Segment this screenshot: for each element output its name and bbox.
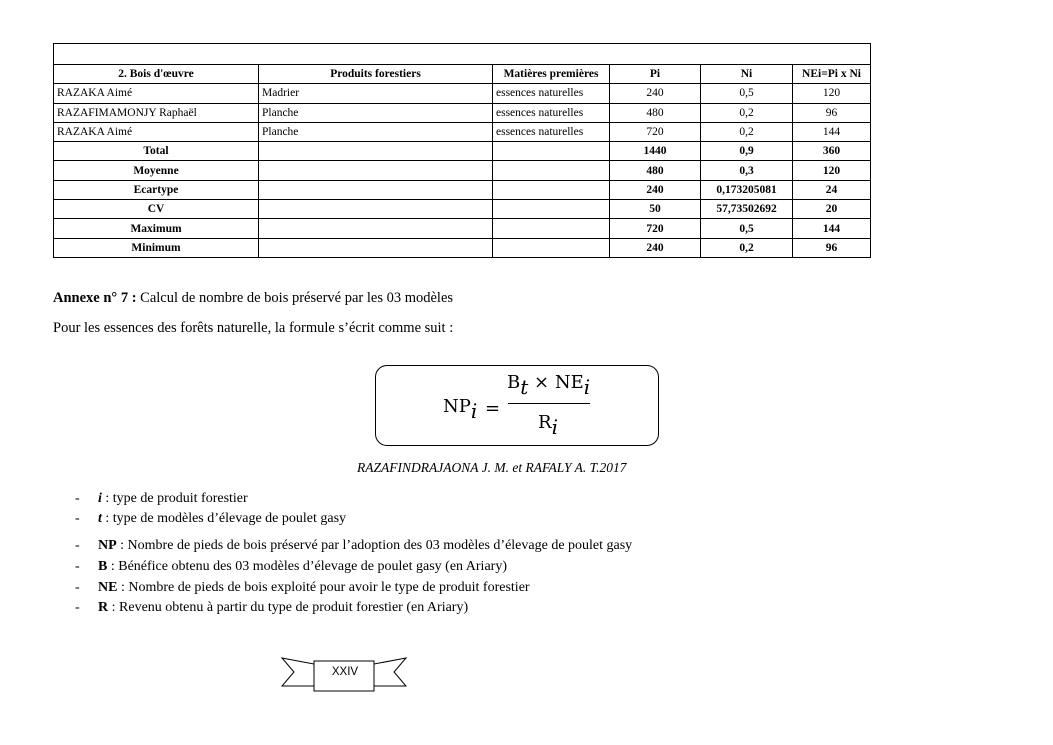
header-cell: Produits forestiers	[259, 65, 493, 84]
formula-r-sub: i	[551, 415, 558, 439]
fraction-line	[508, 403, 590, 404]
stat-cell: 1440	[610, 142, 701, 161]
formula-b-sub: t	[520, 375, 529, 399]
stat-label: Moyenne	[54, 161, 259, 180]
table-cell: RAZAKA Aimé	[54, 84, 259, 103]
def-text: : type de produit forestier	[101, 491, 248, 506]
stat-cell: 0,173205081	[701, 180, 793, 199]
stat-cell: 720	[610, 219, 701, 238]
def-term: t	[98, 511, 102, 526]
def-text: : Revenu obtenu à partir du type de produit forestier (en Ariary)	[108, 600, 469, 615]
stat-cell: 480	[610, 161, 701, 180]
stat-cell: 50	[610, 200, 701, 219]
table-cell: essences naturelles	[493, 84, 610, 103]
stats-row-maximum	[54, 219, 871, 238]
table-cell: 0,2	[701, 103, 793, 122]
table-cell: 240	[610, 84, 701, 103]
stat-label: Maximum	[54, 219, 259, 238]
def-term: NP	[98, 538, 117, 553]
stat-cell: 240	[610, 238, 701, 257]
table-cell: 0,5	[701, 84, 793, 103]
stats-row-cv	[54, 200, 871, 219]
table-cell: Madrier	[259, 84, 493, 103]
list-item: - B : Bénéfice obtenu des 03 modèles d’élevage de poulet gasy (en Ariary)	[75, 559, 507, 574]
formula-lhs-sub: i	[470, 399, 478, 423]
def-text: : Nombre de pieds de bois préservé par l’adoption des 03 modèles d’élevage de poulet gasy	[116, 538, 633, 553]
stats-row-moyenne	[54, 161, 871, 180]
stat-cell: 240	[610, 180, 701, 199]
table-cell: 480	[610, 103, 701, 122]
stat-cell: 144	[793, 219, 871, 238]
def-text: : Bénéfice obtenu des 03 modèles d’élevage de poulet gasy (en Ariary)	[107, 559, 507, 574]
formula-ne-sub: i	[583, 375, 591, 399]
list-item: - t : type de modèles d’élevage de poulet gasy	[75, 511, 347, 526]
list-item: - NP : Nombre de pieds de bois préservé par l’adoption des 03 modèles d’élevage de poulet gasy	[75, 538, 633, 553]
stat-cell: 96	[793, 238, 871, 257]
table-cell: RAZAKA Aimé	[54, 122, 259, 141]
bois-oeuvre-table	[53, 43, 871, 258]
table-cell: Planche	[259, 103, 493, 122]
list-item: - NE : Nombre de pieds de bois exploité pour avoir le type de produit forestier	[75, 580, 530, 595]
stat-label: Total	[54, 142, 259, 161]
page-number: XXIV	[331, 666, 359, 678]
formula-ne: NE	[554, 372, 584, 393]
header-cell: Ni	[701, 65, 793, 84]
stat-cell: 120	[793, 161, 871, 180]
annexe-heading	[53, 290, 453, 307]
formula-denominator	[538, 412, 558, 439]
list-item: - R : Revenu obtenu à partir du type de produit forestier (en Ariary)	[75, 600, 469, 615]
stat-cell: 0,9	[701, 142, 793, 161]
formula-times: ×	[534, 372, 550, 393]
stat-cell: 0,2	[701, 238, 793, 257]
table-cell: Planche	[259, 122, 493, 141]
table-cell: RAZAFIMAMONJY Raphaël	[54, 103, 259, 122]
table-blank-row	[54, 44, 871, 65]
stat-cell: 0,5	[701, 219, 793, 238]
header-cell: 2. Bois d'œuvre	[54, 65, 259, 84]
stat-cell: 360	[793, 142, 871, 161]
header-cell: Matières premières	[493, 65, 610, 84]
table-header-row	[54, 65, 871, 84]
table-cell: essences naturelles	[493, 103, 610, 122]
list-item: - i : type de produit forestier	[75, 491, 248, 506]
table-cell: 0,2	[701, 122, 793, 141]
def-term: NE	[98, 580, 118, 595]
table-cell: 720	[610, 122, 701, 141]
stat-cell: 20	[793, 200, 871, 219]
def-term: i	[98, 491, 102, 506]
table-row	[54, 84, 871, 103]
table-row	[54, 122, 871, 141]
table-cell: 96	[793, 103, 871, 122]
stat-label: Ecartype	[54, 180, 259, 199]
intro-text: Pour les essences des forêts naturelle, la formule s’écrit comme suit :	[53, 320, 454, 336]
formula-b: B	[507, 372, 521, 393]
formula-r: R	[538, 412, 552, 433]
citation: RAZAFINDRAJAONA J. M. et RAFALY A. T.2017	[357, 460, 627, 475]
stat-cell: 57,73502692	[701, 200, 793, 219]
stat-label: Minimum	[54, 238, 259, 257]
def-term: B	[98, 559, 108, 574]
stat-cell: 24	[793, 180, 871, 199]
annexe-label: Annexe n° 7 :	[53, 290, 137, 306]
formula-lhs	[443, 396, 477, 423]
header-cell: NEi=Pi x Ni	[793, 65, 871, 84]
table-row	[54, 103, 871, 122]
stats-row-ecartype	[54, 180, 871, 199]
def-text: : Nombre de pieds de bois exploité pour avoir le type de produit forestier	[117, 580, 530, 595]
formula-equals: =	[485, 398, 501, 419]
formula-np: NP	[443, 396, 471, 417]
stat-cell: 0,3	[701, 161, 793, 180]
stats-row-total	[54, 142, 871, 161]
def-text: : type de modèles d’élevage de poulet gasy	[101, 511, 347, 526]
table-cell: 144	[793, 122, 871, 141]
header-cell: Pi	[610, 65, 701, 84]
def-term: R	[98, 600, 109, 615]
stat-label: CV	[54, 200, 259, 219]
formula-numerator	[507, 372, 590, 399]
table-cell: essences naturelles	[493, 122, 610, 141]
annexe-title: Calcul de nombre de bois préservé par les 03 modèles	[136, 290, 454, 306]
table-cell: 120	[793, 84, 871, 103]
stats-row-minimum	[54, 238, 871, 257]
